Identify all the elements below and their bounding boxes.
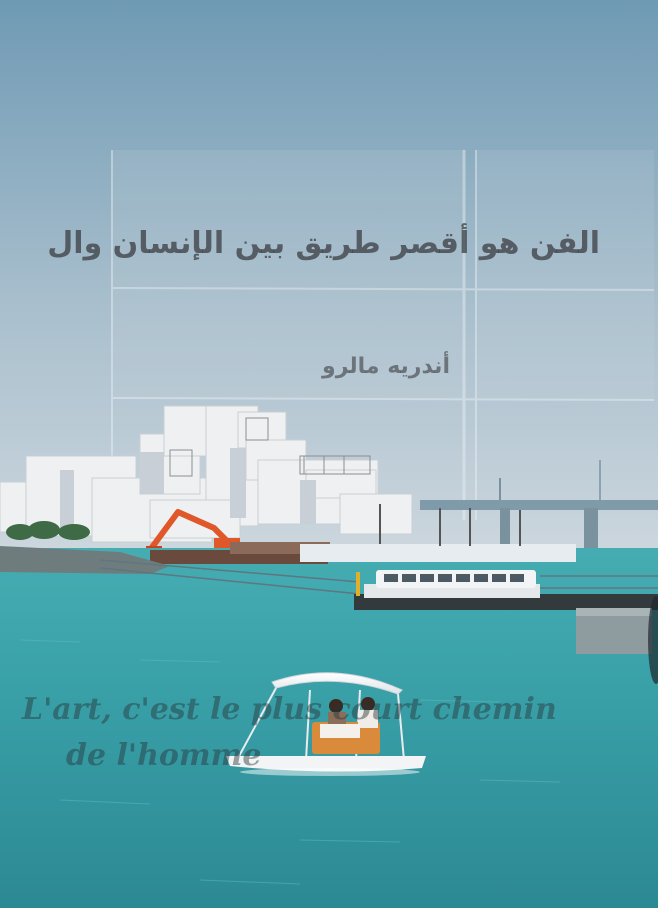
arabic-author-text: أندريه مالرو: [322, 354, 450, 379]
french-quote-line-2: de l'homme: [66, 738, 262, 773]
arabic-quote-text: الفن هو أقصر طريق بين الإنسان وال: [47, 226, 600, 261]
french-quote-line-1: L'art, c'est le plus court chemin: [22, 692, 557, 727]
